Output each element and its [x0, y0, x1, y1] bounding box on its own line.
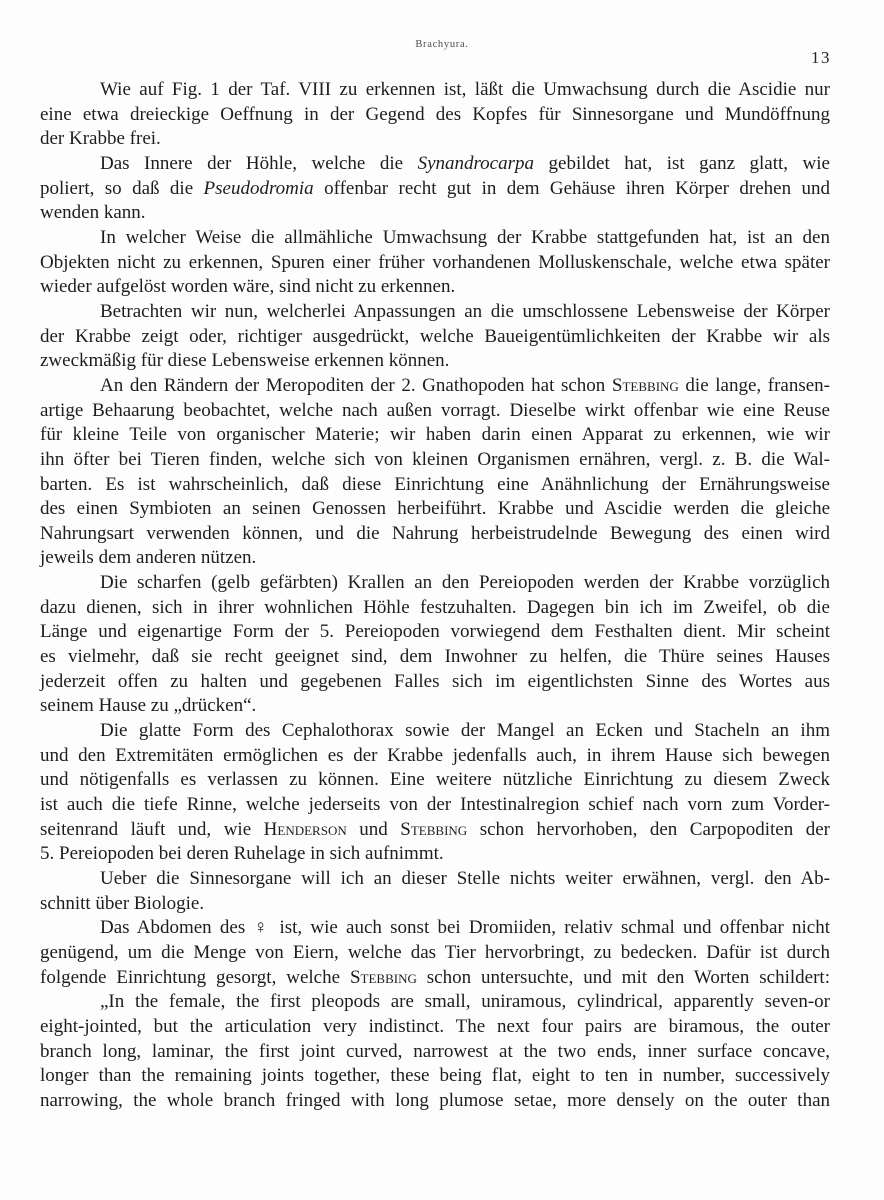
text-line	[40, 818, 830, 843]
text-line: und nötigenfalls es verlassen zu können. Eine weitere nützliche Einrichtung zu diesem Zweck	[40, 769, 830, 791]
paragraph	[40, 152, 830, 226]
author-name: Henderson	[263, 818, 347, 840]
text-line: ist auch die tiefe Rinne, welche jederseits von der Intestinalregion schief nach vorn zum Vorder-	[40, 794, 830, 816]
text-line: für kleine Teile von organischer Materie; wir haben darin einen Apparat zu erkennen, wie wir	[40, 424, 830, 446]
text-line: jeweils dem anderen nützen.	[40, 547, 257, 569]
text-line: schnitt über Biologie.	[40, 892, 205, 914]
text-segment: schon untersuchte, und mit den Worten schildert:	[416, 966, 830, 988]
text-line	[40, 966, 830, 991]
text-segment: und	[346, 818, 401, 840]
text-line: und den Extremitäten ermöglichen es der Krabbe jedenfalls auch, in ihrem Hause sich bewegen	[40, 744, 830, 766]
text-line: jederzeit offen zu halten und gegebenen Falles sich im eigentlichsten Sinne des Wortes aus	[40, 670, 830, 692]
text-line: wenden kann.	[40, 202, 146, 224]
text-segment: An den Rändern der Meropoditen der 2. Gnathopoden hat schon	[100, 374, 612, 396]
text-line: Länge und eigenartige Form der 5. Pereiopoden vorwiegend dem Festhalten dient. Mir scheint	[40, 621, 830, 643]
text-line	[40, 177, 830, 202]
paragraph	[40, 374, 830, 571]
text-line: longer than the remaining joints together, these being flat, eight to ten in number, successively	[40, 1065, 830, 1087]
text-line: Die scharfen (gelb gefärbten) Krallen an den Pereiopoden werden der Krabbe vorzüglich	[100, 572, 830, 594]
text-line: In welcher Weise die allmähliche Umwachsung der Krabbe stattgefunden hat, ist an den	[100, 226, 830, 248]
text-line: barten. Es ist wahrscheinlich, daß diese Einrichtung eine Anähnlichung der Ernährungsweise	[40, 473, 830, 495]
text-line: Objekten nicht zu erkennen, Spuren einer früher vorhandenen Molluskenschale, welche etwa später	[40, 251, 830, 273]
paragraph	[40, 867, 830, 916]
text-segment: die lange, fransen-	[678, 374, 830, 396]
text-line: seinem Hause zu „drücken“.	[40, 695, 257, 717]
text-line: Betrachten wir nun, welcherlei Anpassungen an die umschlossene Lebensweise der Körper	[100, 300, 830, 322]
text-line: Nahrungsart verwenden können, und die Nahrung herbeistrudelnde Bewegung des einen wird	[40, 522, 830, 544]
text-line: Das Abdomen des ♀ ist, wie auch sonst bei Dromiiden, relativ schmal und offenbar nicht	[100, 917, 830, 939]
text-line: „In the female, the first pleopods are small, uniramous, cylindrical, apparently seven-or	[100, 991, 830, 1013]
text-line: wieder aufgelöst worden wäre, sind nicht zu erkennen.	[40, 276, 456, 298]
text-line: branch long, laminar, the first joint curved, narrowest at the two ends, inner surface concave,	[40, 1040, 830, 1062]
italic-taxon-name: Pseudodromia	[203, 177, 314, 199]
text-line: eine etwa dreieckige Oeffnung in der Gegend des Kopfes für Sinnesorgane und Mundöffnung	[40, 103, 830, 125]
italic-taxon-name: Synandrocarpa	[417, 152, 535, 174]
text-line: eight-jointed, but the articulation very indistinct. The next four pairs are biramous, the outer	[40, 1015, 830, 1037]
text-line: genügend, um die Menge von Eiern, welche das Tier hervorbringt, zu bedecken. Dafür ist durch	[40, 941, 830, 963]
body-text	[40, 78, 830, 1114]
text-line: ihn öfter bei Tieren finden, welche sich von kleinen Organismen ernähren, vergl. z. B. die Wal-	[40, 448, 830, 470]
text-line: der Krabbe frei.	[40, 128, 161, 150]
text-line: narrowing, the whole branch fringed with long plumose setae, more densely on the outer than	[40, 1089, 830, 1111]
text-segment: schon hervorhoben, den Carpopoditen der	[467, 818, 831, 840]
text-line: es vielmehr, daß sie recht geeignet sind, dem Inwohner zu helfen, die Thüre seines Hauses	[40, 646, 830, 668]
text-line: Wie auf Fig. 1 der Taf. VIII zu erkennen ist, läßt die Umwachsung durch die Ascidie nur	[100, 79, 830, 100]
author-name: Stebbing	[400, 818, 468, 840]
paragraph	[40, 916, 830, 990]
paragraph	[40, 78, 830, 152]
text-line	[40, 374, 830, 399]
paragraph	[40, 226, 830, 300]
author-name: Stebbing	[611, 374, 679, 396]
running-head: Brachyura.	[415, 39, 469, 50]
text-segment: seitenrand läuft und, wie	[40, 818, 264, 840]
text-segment: offenbar recht gut in dem Gehäuse ihren Körper drehen und	[313, 177, 831, 199]
paragraph	[40, 300, 830, 374]
text-line: 5. Pereiopoden bei deren Ruhelage in sich aufnimmt.	[40, 843, 444, 865]
text-line: der Krabbe zeigt oder, richtiger ausgedrückt, welche Baueigentümlichkeiten der Krabbe wir als	[40, 325, 830, 347]
text-segment: poliert, so daß die	[40, 177, 204, 199]
text-line: Die glatte Form des Cephalothorax sowie der Mangel an Ecken und Stacheln an ihm	[100, 720, 830, 742]
paragraph	[40, 571, 830, 719]
text-line: des einen Symbioten an seinen Genossen herbeiführt. Krabbe und Ascidie werden die gleiche	[40, 498, 830, 520]
text-line: zweckmäßig für diese Lebensweise erkennen können.	[40, 350, 450, 372]
text-line	[40, 152, 830, 177]
text-segment: folgende Einrichtung gesorgt, welche	[40, 966, 350, 988]
author-name: Stebbing	[349, 966, 417, 988]
text-line: dazu dienen, sich in ihrer wohnlichen Höhle festzuhalten. Dagegen bin ich im Zweifel, ob die	[40, 596, 830, 618]
text-line: artige Behaarung beobachtet, welche nach außen vorragt. Dieselbe wirkt offenbar wie eine Reuse	[40, 399, 830, 421]
text-line: Ueber die Sinnesorgane will ich an dieser Stelle nichts weiter erwähnen, vergl. den Ab-	[100, 868, 830, 889]
page-number: 13	[811, 48, 831, 67]
paragraph	[40, 719, 830, 867]
paragraph	[40, 990, 830, 1113]
text-segment: gebildet hat, ist ganz glatt, wie	[534, 152, 830, 174]
text-segment: Das Innere der Höhle, welche die	[100, 152, 418, 174]
